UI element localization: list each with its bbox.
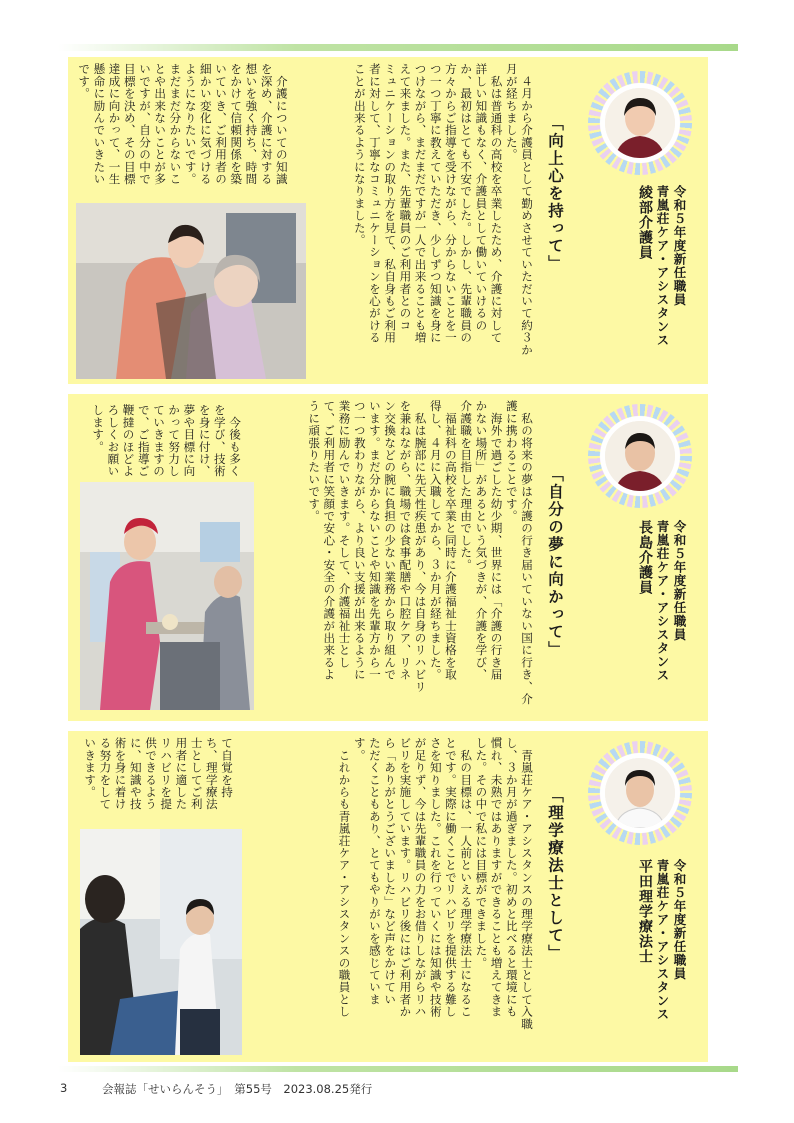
portrait-frame [588, 71, 692, 175]
title-staff-name: 長島介護員 [637, 520, 653, 595]
title-staff-name: 平田理学療法士 [637, 859, 653, 964]
title-org: 青嵐荘ケア・アシスタンス [655, 520, 670, 682]
staff-title [636, 859, 688, 1057]
title-org: 青嵐荘ケア・アシスタンス [655, 859, 670, 1021]
bottom-divider-bar [58, 1066, 738, 1072]
portrait-frame [588, 404, 692, 508]
rehabilitation-photo [80, 829, 242, 1055]
staff-portrait-photo [605, 758, 675, 828]
article-panel-hirata [68, 731, 708, 1062]
care-scene-photo [76, 203, 306, 379]
staff-portrait-photo [605, 88, 675, 158]
article-panel-ayabe [68, 57, 708, 384]
article-body-top: ４月から介護員として勤めさせていただいて約３か 月が経ちました。 私は普通科の高校を卒業したため、介護に対して 詳しい知識もなく、介護員として働いていけるの か、最初はとても不安でした。しかし、先輩職員の 方々からご指導を受けながら、分からないことを一 つ一つ丁寧に教えていただき、少しずつ知識を身に つけながら、まだまだですが一人で出来ることも増 えて来ました。また、先輩職員のご利用者とのコ ミュニケーションの取り方を見て、私自身もご利用 者に対して、丁寧なコミュニケーションを心がける ことが出来るようになりました。 [352, 63, 534, 356]
meal-service-photo [80, 482, 254, 710]
article-body-top: 私の将来の夢は介護の行き届いていない国に行き、介 護に携わることです。 海外で過ごした幼少期、世界には「介護の行き届 かない場所」があるという気づきが、介護を学び、 介護職を目指した理由でした。 福祉科の高校を卒業と同時に介護福祉士資格を取 得し、４月に入職してから、３か月が経ちました。 私は腕部に先天性疾患があり、今は自身のリハビリ を兼ねながら、職場では食事配膳や口腔ケア、リネ ン交換などの腕に負担の少ない業務から取り組んで います。まだ分からないことや知識を先輩方から一 つ一つ教わりながら、より良い支援が出来るように 業務に励んでいきます。そして、介護福祉士とし て、ご利用者に笑顔で安心・安全の介護が出来るよ うに頑張りたいです。 [307, 400, 534, 705]
staff-title [636, 185, 688, 380]
page-number: 3 [60, 1081, 68, 1095]
top-divider-bar [58, 44, 738, 51]
publication-footer: 会報誌「せいらんそう」 第55号 2023.08.25発行 [102, 1082, 373, 1096]
staff-portrait-photo [605, 421, 675, 491]
title-year: 令和５年度新任職員 [672, 520, 687, 642]
staff-title [636, 520, 688, 715]
article-body-bottom: て自覚を持 ち、理学療法 士としてご利 用者に適した リハビリを提 供できるよう に、知識や技 術を身に着け る努力をして いきます。 [83, 737, 235, 811]
title-staff-name: 綾部介護員 [637, 185, 653, 260]
article-panel-nagashima [68, 394, 708, 721]
article-heading: 「向上心を持って」 [546, 115, 564, 273]
portrait-frame [588, 741, 692, 845]
article-body-bottom: 今後も多く を学び、技術 を身に付け、 夢や目標に向 かって努力し ていきますの で、ご指導ご 鞭撻のほどよ ろしくお願い します。 [91, 404, 243, 478]
title-org: 青嵐荘ケア・アシスタンス [655, 185, 670, 347]
title-year: 令和５年度新任職員 [672, 859, 687, 981]
title-year: 令和５年度新任職員 [672, 185, 687, 307]
article-body-bottom: 介護についての知識 を深め、介護に対する 想いを強く持ち、時間 をかけて信頼関係を築 いていき、ご利用者の 細かい変化に気づける ようになりたいです。 まだまだ分からないこ とや出来ないことが多 いですが、自分の中で 目標を決め、その目標 達成に向かって、一生 懸命に励んでいきたい です。 [77, 63, 289, 185]
article-heading: 「自分の夢に向かって」 [546, 466, 564, 659]
article-heading: 「理学療法士として」 [546, 787, 564, 962]
article-body-top: 青嵐荘ケア・アシスタンスの理学療法士として入職 し、３か月が過ぎました。初めと比べると環境にも 慣れ、未熟ではありますができることも増えてきま した。その中で私には目標ができました。 私の目標は、一人前といえる理学療法士になるこ とです。実際に働くことでリハビリを提供する難し さを知りました。これを行っていくには知識や技術 が足りず、今は先輩職員の力をお借りしながらリハ ビリを実施しています。リハビリ後にはご利用者か ら「ありがとうございました」など声をかけてい ただくこともあり、とてもやりがいを感じていま す。 これからも青嵐荘ケア・アシスタンスの職員とし [337, 737, 534, 1030]
